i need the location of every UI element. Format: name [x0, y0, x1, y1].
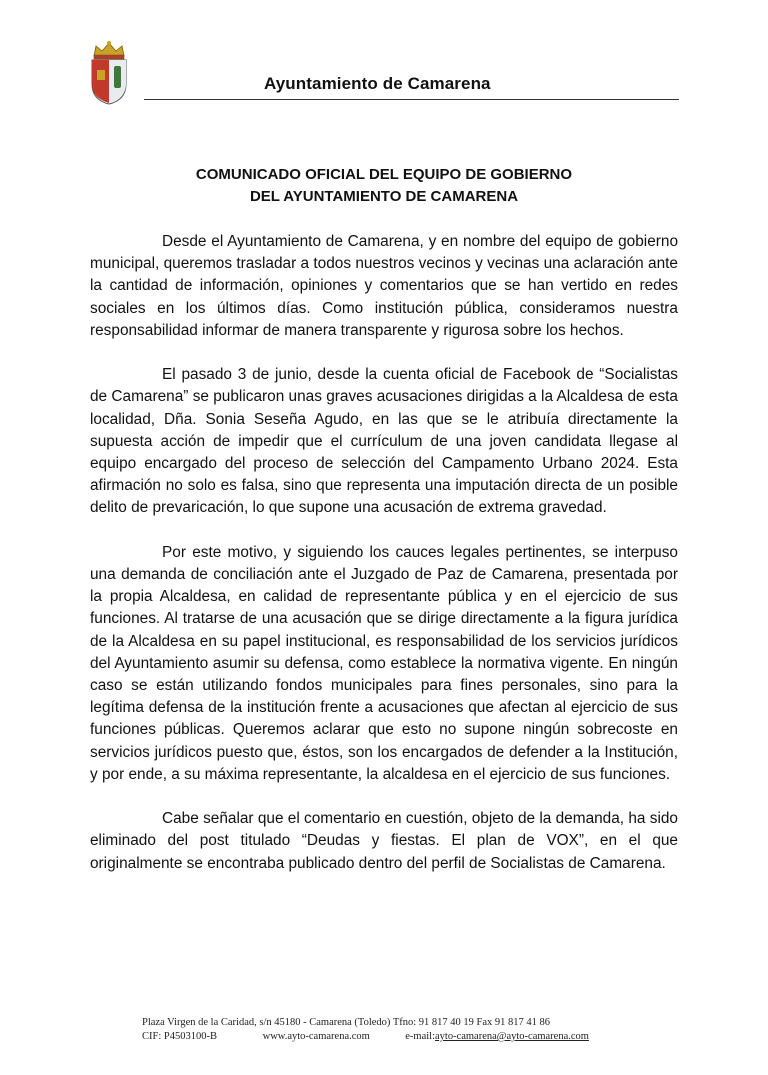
footer-cif: CIF: P4503100-B — [142, 1031, 217, 1042]
document-body — [90, 231, 678, 875]
coat-of-arms-icon — [88, 40, 130, 106]
footer-address: Plaza Virgen de la Caridad, s/n 45180 - Camarena (Toledo) Tfno: 91 817 40 19 Fax 91 817 41 86 — [142, 1017, 551, 1028]
paragraph: Cabe señalar que el comentario en cuestión, objeto de la demanda, ha sido eliminado del post titulado “Deudas y fiestas. El plan de VOX”, en el que originalmente se encontraba publicado dentro del perfil de Socialistas de Camarena. — [90, 810, 678, 872]
footer-email-link[interactable]: ayto-camarena@ayto-camarena.com — [435, 1031, 589, 1042]
paragraph: Por este motivo, y siguiendo los cauces legales pertinentes, se interpuso una demanda de conciliación ante el Juzgado de Paz de Camarena, presentada por la propia Alcaldesa, en calidad de representante pública y en el ejercicio de sus funciones. Al tratarse de una acusación que se dirige directamente a la figura jurídica de la Alcaldesa en su papel institucional, es responsabilidad de los servicios jurídicos del Ayuntamiento asumir su defensa, como establece la normativa vigente. En ningún caso se están utilizando fondos municipales para fines personales, sino para la legítima defensa de la institución frente a acusaciones que afectan al ejercicio de sus funciones públicas. Queremos aclarar que esto no supone ningún sobrecoste en servicios jurídicos puesto que, éstos, son los encargados de defender a la Institución, y por ende, a su máxima representante, la alcaldesa en el ejercicio de sus funciones. — [90, 543, 678, 783]
footer-contact-row — [142, 1030, 589, 1044]
document-title-line-2: DEL AYUNTAMIENTO DE CAMARENA — [249, 188, 519, 205]
footer-email-label: e-mail: — [405, 1031, 435, 1042]
document-title-line-1: COMUNICADO OFICIAL DEL EQUIPO DE GOBIERNO — [195, 166, 573, 183]
paragraph: El pasado 3 de junio, desde la cuenta oficial de Facebook de “Socialistas de Camarena” se publicaron unas graves acusaciones dirigidas a la Alcaldesa de esta localidad, Dña. Sonia Seseña Agudo, en las que se le atribuía directamente la supuesta acción de impedir que el currículum de una joven candidata llegase al equipo encargado del proceso de selección del Campamento Urbano 2024. Esta afirmación no solo es falsa, sino que representa una imputación directa de un posible delito de prevaricación, lo que supone una acusación de extrema gravedad. — [90, 366, 678, 517]
footer-website-link[interactable]: www.ayto-camarena.com — [262, 1031, 370, 1042]
document-title — [0, 164, 768, 208]
organization-name: Ayuntamiento de Camarena — [264, 74, 491, 93]
page-footer — [142, 1016, 589, 1044]
paragraph: Desde el Ayuntamiento de Camarena, y en nombre del equipo de gobierno municipal, queremos trasladar a todos nuestros vecinos y vecinas una aclaración ante la cantidad de información, opiniones y comentarios que se han vertido en redes sociales en los últimos días. Como institución pública, consideramos nuestra responsabilidad informar de manera transparente y rigurosa sobre los hechos. — [90, 233, 678, 339]
header-divider — [144, 99, 679, 100]
